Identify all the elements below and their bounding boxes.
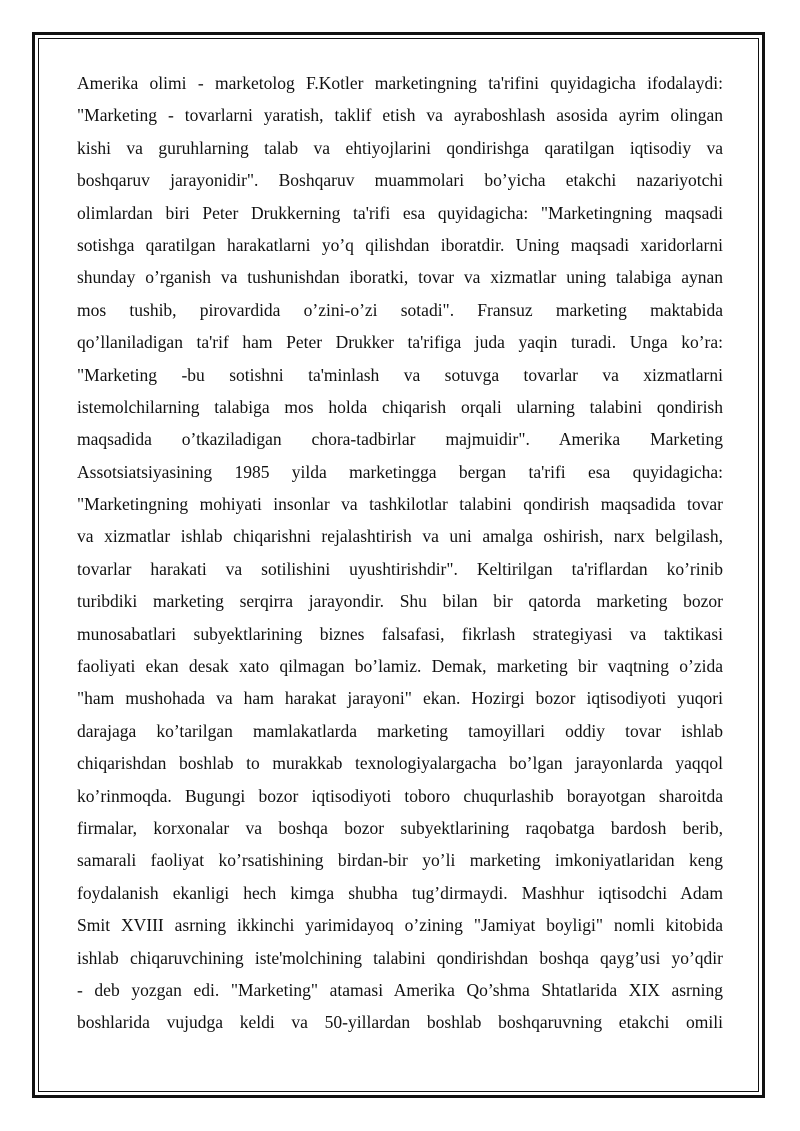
text-line: mos tushib, pirovardida o’zini-o’zi sotadi". Fransuz marketing maktabida xyxy=(77,299,723,320)
text-line: "Marketingning mohiyati insonlar va tashkilotlar talabini qondirish maqsadida tovar xyxy=(77,494,723,515)
text-line: ko’rinmoqda. Bugungi bozor iqtisodiyoti toboro chuqurlashib borayotgan sharoitda xyxy=(77,785,723,806)
text-line: istemolchilarning talabiga mos holda chiqarish orqali ularning talabini qondirish xyxy=(77,396,723,417)
text-line: "ham mushohada va ham harakat jarayoni" ekan. Hozirgi bozor iqtisodiyoti yuqori xyxy=(77,688,723,709)
text-line: faoliyati ekan desak xato qilmagan bo’lamiz. Demak, marketing bir vaqtning o’zida xyxy=(77,656,723,677)
text-line: Smit XVIII asrning ikkinchi yarimidayoq o’zining "Jamiyat boyligi" nomli kitobida xyxy=(77,915,723,936)
text-line: sotishga qaratilgan harakatlarni yo’q qilishdan iboratdir. Uning maqsadi xaridorlarni xyxy=(77,234,723,255)
text-line: darajaga ko’tarilgan mamlakatlarda marketing tamoyillari oddiy tovar ishlab xyxy=(77,720,723,741)
body-paragraph xyxy=(77,67,723,1039)
text-line: qo’llaniladigan ta'rif ham Peter Drukker ta'rifiga juda yaqin turadi. Unga ko’ra: xyxy=(77,332,723,353)
text-line: kishi va guruhlarning talab va ehtiyojlarini qondirishga qaratilgan iqtisodiy va xyxy=(77,137,723,158)
text-line: Amerika olimi - marketolog F.Kotler marketingning ta'rifini quyidagicha ifodalaydi: xyxy=(77,73,723,93)
text-line: "Marketing - tovarlarni yaratish, taklif etish va ayraboshlash asosida ayrim olingan xyxy=(77,105,723,126)
text-line: tovarlar harakati va sotilishini uyushtirishdir". Keltirilgan ta'riflardan ko’rinib xyxy=(77,558,723,579)
text-line: firmalar, korxonalar va boshqa bozor subyektlarining raqobatga bardosh berib, xyxy=(77,817,723,838)
text-line: olimlardan biri Peter Drukkerning ta'rifi esa quyidagicha: "Marketingning maqsadi xyxy=(77,202,723,223)
text-line: Assotsiatsiyasining 1985 yilda marketingga bergan ta'rifi esa quyidagicha: xyxy=(77,461,723,482)
text-line: foydalanish ekanligi hech kimga shubha tug’dirmaydi. Mashhur iqtisodchi Adam xyxy=(77,882,723,903)
text-line: chiqarishdan boshlab to murakkab texnologiyalargacha bo’lgan jarayonlarda yaqqol xyxy=(77,753,723,774)
text-line: samarali faoliyat ko’rsatishining birdan-bir yo’li marketing imkoniyatlaridan keng xyxy=(77,850,723,871)
text-line: turibdiki marketing serqirra jarayondir. Shu bilan bir qatorda marketing bozor xyxy=(77,591,723,612)
text-line: ishlab chiqaruvchining iste'molchining talabini qondirishdan boshqa qayg’usi yo’qdir xyxy=(77,947,723,968)
text-line: maqsadida o’tkaziladigan chora-tadbirlar majmuidir". Amerika Marketing xyxy=(77,429,723,450)
text-line: boshqaruv jarayonidir". Boshqaruv muammolari bo’yicha etakchi nazariyotchi xyxy=(77,170,723,191)
text-line: shunday o’rganish va tushunishdan iboratki, tovar va xizmatlar uning talabiga aynan xyxy=(77,267,723,288)
text-line: "Marketing -bu sotishni ta'minlash va sotuvga tovarlar va xizmatlarni xyxy=(77,364,723,385)
text-line: va xizmatlar ishlab chiqarishni rejalashtirish va uni amalga oshirish, narx belgilash, xyxy=(77,526,723,547)
text-line: - deb yozgan edi. "Marketing" atamasi Amerika Qo’shma Shtatlarida XIX asrning xyxy=(77,979,723,1000)
text-line: munosabatlari subyektlarining biznes falsafasi, fikrlash strategiyasi va taktikasi xyxy=(77,623,723,644)
text-line: boshlarida vujudga keldi va 50-yillardan boshlab boshqaruvning etakchi omili xyxy=(77,1012,723,1033)
